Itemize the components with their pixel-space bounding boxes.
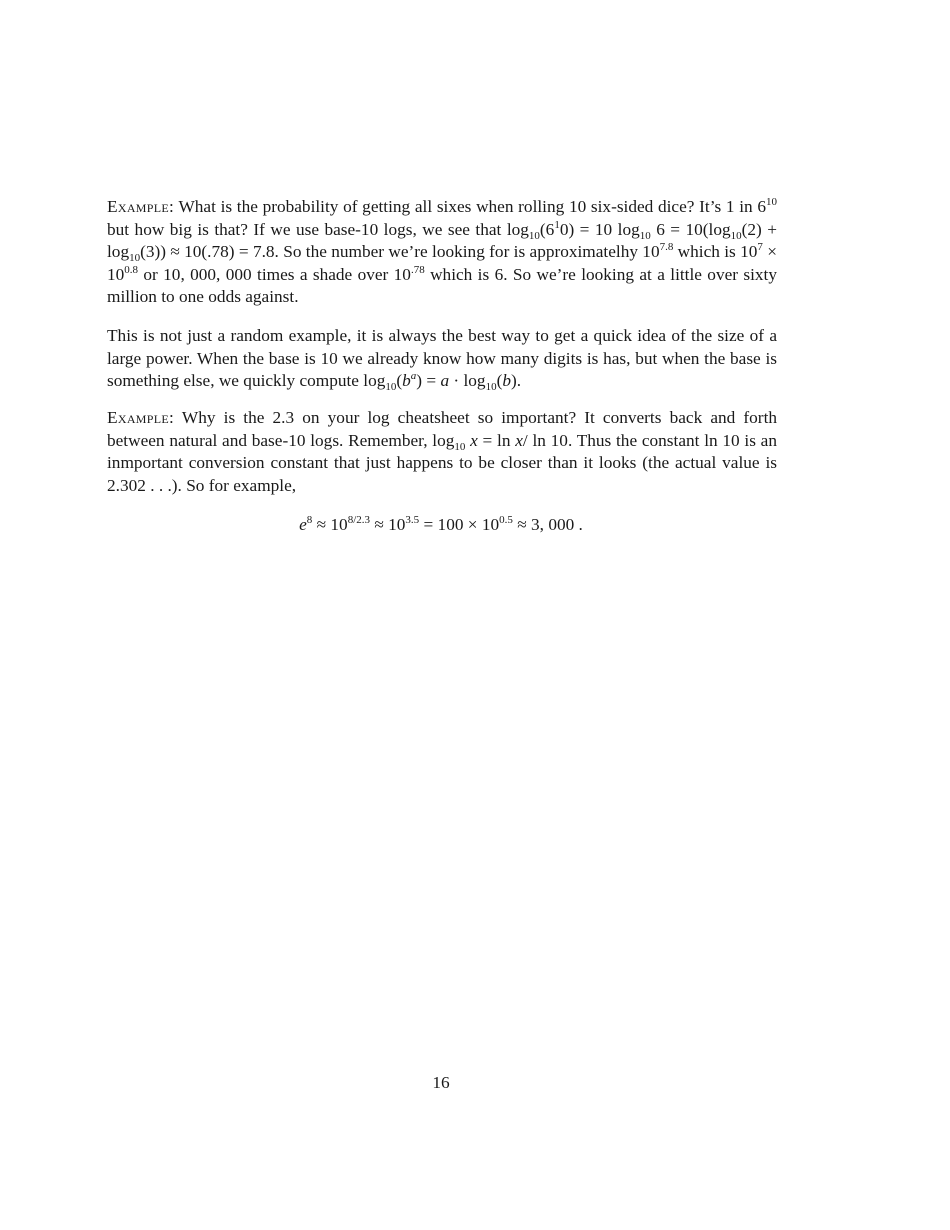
subscript: 10	[639, 229, 651, 242]
subscript: 10	[528, 229, 540, 242]
text-run: = ln	[477, 430, 516, 450]
text-run: ≈ 10	[312, 515, 348, 534]
text-run: (	[396, 371, 403, 390]
math-variable: e	[299, 515, 307, 534]
superscript: 7.8	[659, 241, 674, 253]
example-heading: Example:	[107, 197, 175, 216]
text-run: What is the probability of getting all sixes when rolling 10 six-sided dice? It’s 1 in 6	[178, 197, 766, 216]
superscript: 8/2.3	[347, 514, 370, 526]
page-number: 16	[432, 1073, 450, 1092]
subscript: 10	[129, 252, 141, 264]
example-heading: Example:	[107, 408, 175, 427]
superscript: 0.5	[499, 514, 513, 526]
text-run: (6	[539, 219, 555, 239]
subscript: 10	[454, 440, 466, 453]
text-run: which is 6. So we’re looking at a little over sixty million to one odds against.	[107, 264, 777, 306]
superscript: a	[410, 370, 417, 382]
text-run: ≈ 10	[370, 515, 406, 534]
text-run: ) =	[416, 371, 441, 390]
superscript: 1	[554, 218, 560, 231]
math-variable: x	[470, 430, 478, 450]
text-run: / ln 10. Thus the constant ln 10 is an inmportant conversion constant that just happens to be closer than it looks (the actual value is 2.302 . . .). So for example,	[107, 430, 777, 495]
text-run: · log	[449, 371, 486, 390]
text-run: ).	[510, 371, 522, 390]
superscript: 7	[757, 241, 763, 253]
math-variable: b	[502, 371, 511, 390]
display-equation	[0, 513, 950, 537]
subscript: 10	[385, 381, 397, 393]
text-run: which is 10	[673, 242, 758, 261]
example-paragraph-ln10	[107, 407, 777, 497]
math-variable: a	[440, 371, 450, 390]
math-variable: b	[402, 371, 411, 390]
math-variable: x	[515, 430, 523, 450]
text-run: but how big is that? If we use base-10 logs, we see that log	[107, 219, 529, 239]
text-run: 0) = 10 log	[559, 219, 640, 239]
superscript: 8	[306, 514, 313, 526]
paragraph-large-power	[107, 325, 777, 393]
text-run: = 100 × 10	[419, 515, 500, 534]
text-run: × 10	[107, 242, 777, 284]
example-paragraph-dice	[107, 196, 777, 309]
text-run: (	[496, 371, 503, 390]
text-run: ≈ 3, 000 .	[512, 515, 583, 534]
superscript: 3.5	[405, 514, 420, 526]
superscript: .78	[410, 263, 425, 276]
superscript: 10	[766, 196, 777, 208]
subscript: 10	[730, 229, 742, 242]
text-run: (2) + log	[107, 219, 778, 261]
text-run: This is not just a random example, it is always the best way to get a quick idea of the size of a large power. When the base is 10 we already know how many digits is has, but when the base is something else, we quickly compute log	[107, 326, 777, 390]
text-run: 6 = 10(log	[650, 219, 731, 239]
text-run: (3)) ≈ 10(.78) = 7.8. So the number we’re looking for is approximatelhy 10	[140, 242, 660, 261]
superscript: 0.8	[124, 263, 139, 276]
text-run: Why is the 2.3 on your log cheatsheet so important? It converts back and forth between natural and base-10 logs. Remember, log	[107, 408, 778, 450]
text-run: or 10, 000, 000 times a shade over 10	[138, 264, 411, 284]
subscript: 10	[485, 381, 497, 393]
